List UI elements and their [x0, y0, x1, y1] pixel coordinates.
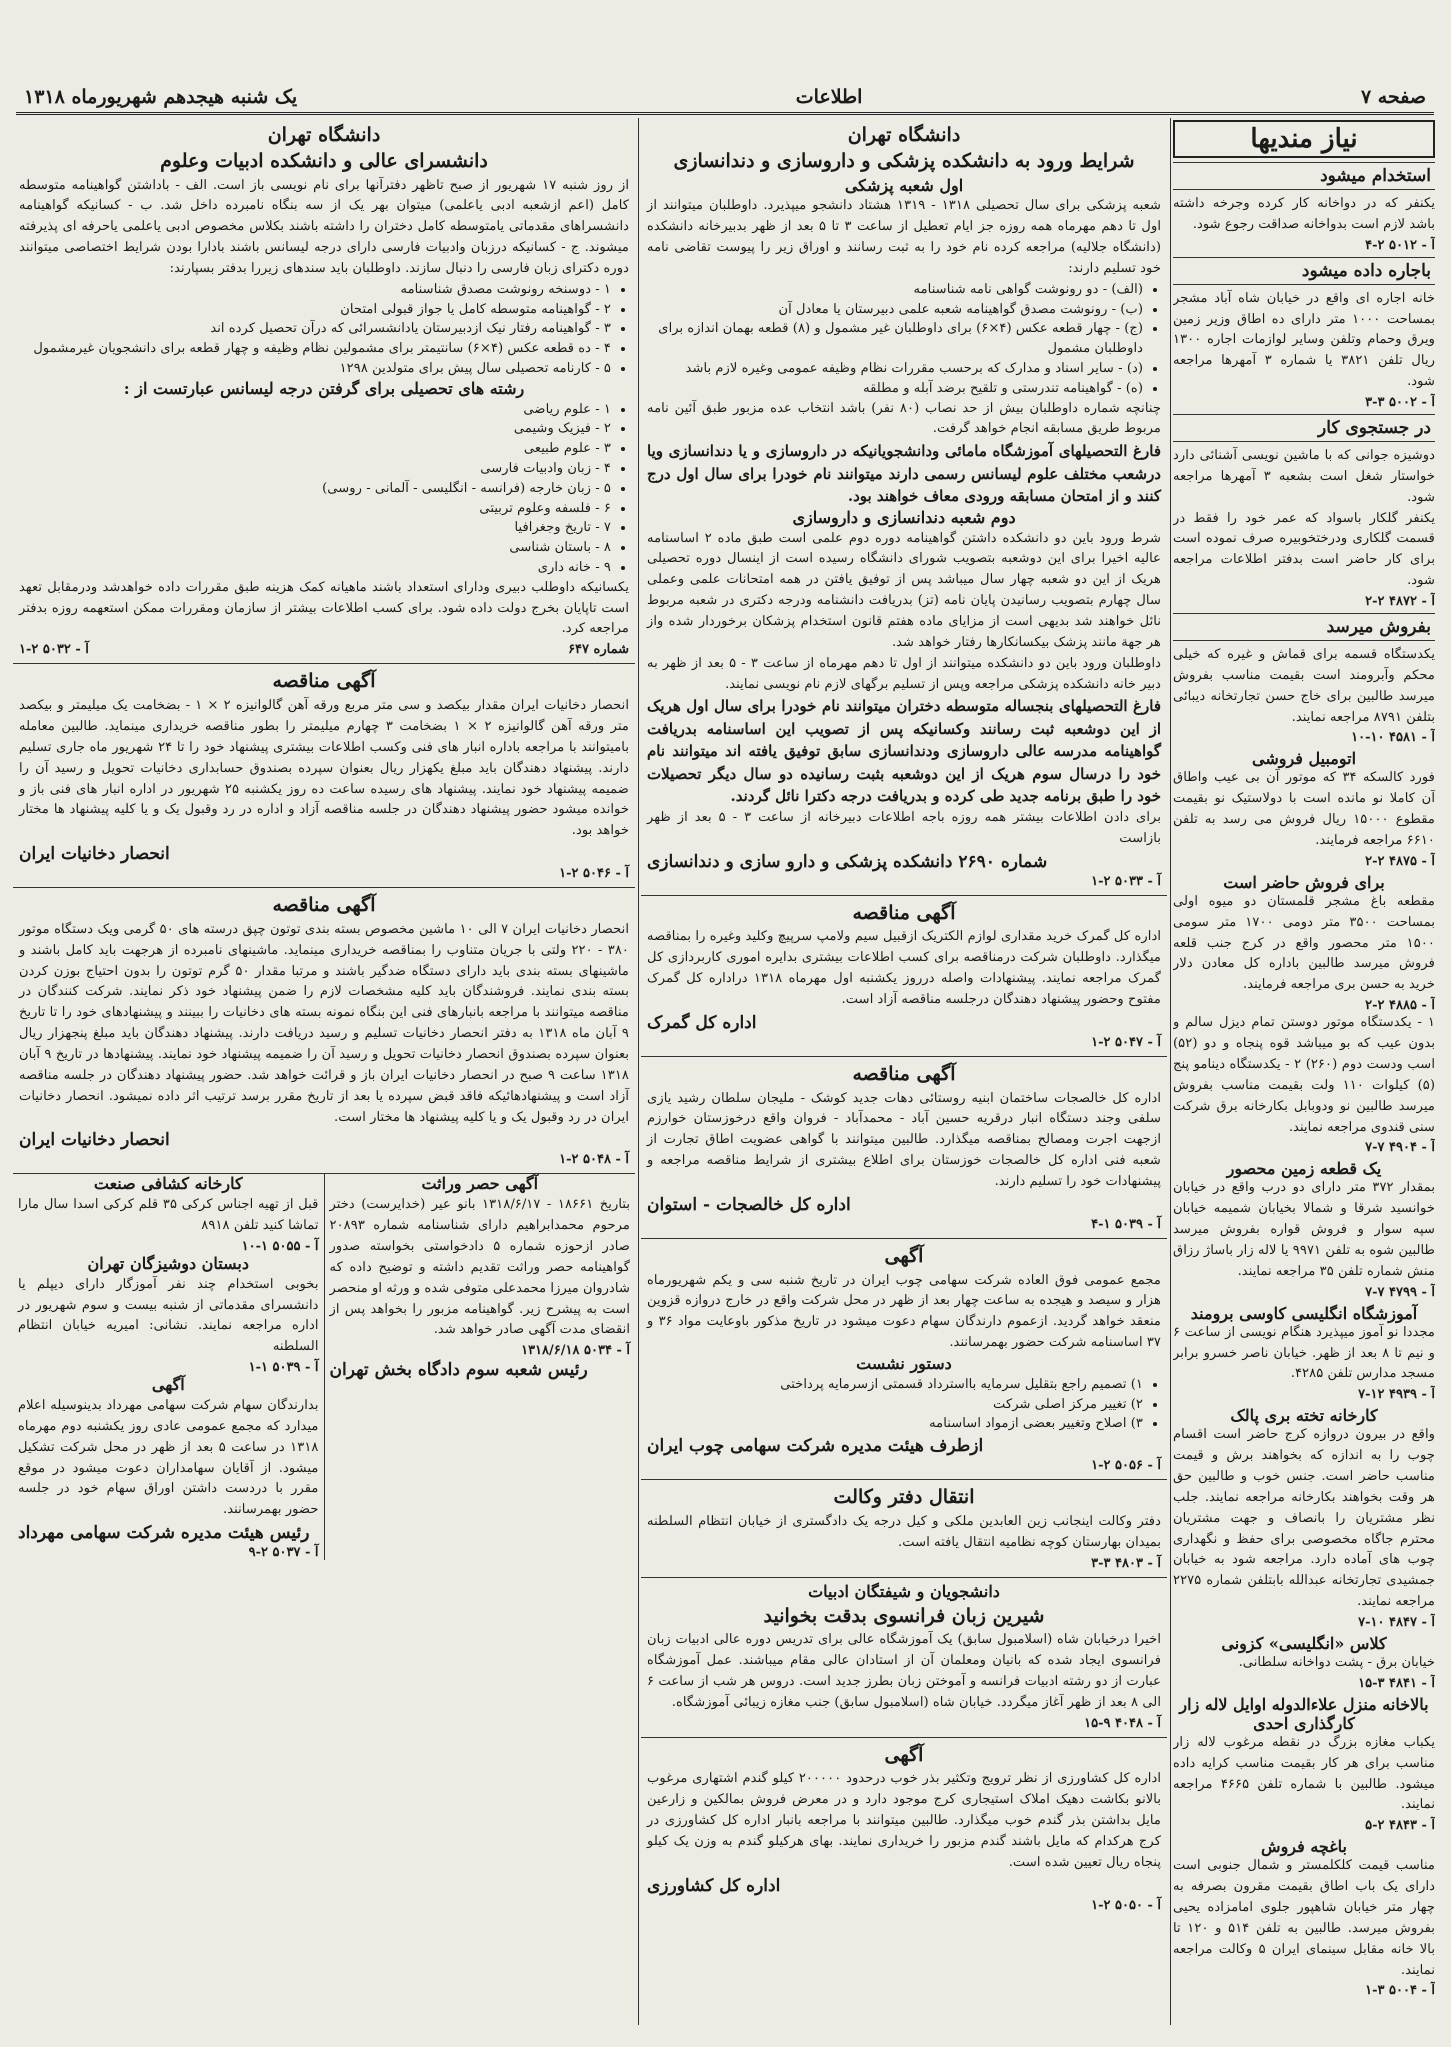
notice-inheritance	[325, 1174, 636, 1560]
notice-heading: دانشگاه تهران	[267, 124, 381, 146]
ad-heading: آموزشگاه انگلیسی کاوسی برومند	[1190, 1303, 1418, 1323]
notice-subheading: دانشجویان و شیفتگان ادبیات	[808, 1581, 1000, 1601]
ad-code: آ - ۵۰۴۸ ۲-۱	[559, 1152, 629, 1168]
notice-heading: شرایط ورود به دانشکده پزشکی و داروسازی و دندانسازی	[673, 149, 1135, 172]
ad-code: آ - ۵۰۳۳ ۲-۱	[1091, 873, 1161, 889]
notice-paragraph: دفتر وکالت اینجانب زین العابدین ملکی و کیل درجه یک دادگستری از خیابان انتظام السلطنه بمیدان بهارستان کوچه نظامیه انتقال یافته است.	[647, 1513, 1161, 1550]
notice-signature: انحصار دخانیات ایران	[19, 844, 170, 865]
notice-signature: شماره ۲۶۹۰ دانشکده پزشکی و دارو سازی و دندانسازی	[647, 851, 1048, 872]
notice-signature: اداره کل کشاورزی	[647, 1875, 781, 1896]
notice-paragraph: قبل از تهیه اجناس کرکی ۳۵ قلم کرکی اسدا سال مارا تماشا کنید تلفن ۸۹۱۸	[18, 1197, 319, 1234]
ad-code: آ - ۴۸۷۵ ۲-۲	[1365, 853, 1435, 869]
ad-code: شماره ۶۴۷ آ - ۵۰۳۲ ۲-۱	[19, 642, 629, 658]
classified-ad: فورد کالسکه ۳۴ که موتور آن بی عیب واطاق آن کاملا نو مانده است با دولاستیک نو بقیمت مقطوع ۱۵۰۰۰ ریال فروش می رسد به تلفن ۶۶۱۰ مراجعه فرمایند.	[1173, 770, 1435, 849]
list-item: • ۵ - کارنامه تحصیلی سال پیش برای متولدین ۱۲۹۸	[19, 359, 611, 379]
notice-misc-ads	[13, 1174, 325, 1560]
notice-paragraph: شعبه پزشکی برای سال تحصیلی ۱۳۱۸ - ۱۳۱۹ هشتاد دانشجو میپذیرد. داوطلبان میتوانند از اول تا دهم مهرماه همه روزه جز ایام تعطیل از ساعت ۳ تا ۵ بعد از ظهر بدبیرخانه دانشکده (دانشگاه جلالیه) مراجعه کرده نام خود را به ثبت رسانند و اوراق زیر را پیوست تقاضی نامه خود تسلیم دارند:	[647, 198, 1162, 276]
ad-heading: برای فروش حاضر است	[1223, 872, 1385, 892]
list-item: • ۳) اصلاح وتغییر بعضی ازمواد اساسنامه	[647, 1414, 1143, 1434]
category-job-seeking: در جستجوی کار	[1173, 414, 1435, 442]
notice-subheading: دوم شعبه دندانسازی و داروسازی	[792, 507, 1016, 527]
notice-paragraph: بدارندگان سهام شرکت سهامی مهرداد بدینوسیله اعلام میدارد که مجمع عمومی عادی روز یکشنبه دوم مهرماه ۱۳۱۸ در ساعت ۵ بعد از ظهر در محل شرکت تشکیل میشود. از آقایان سهامداران دعوت میشود در موقع مقرر با دردست داشتن اوراق سهام خود در جلسه حضور بهمرسانند.	[18, 1397, 319, 1518]
list-item: • ۴ - ده قطعه عکس (۴×۶) سانتیمتر برای مشمولین نظام وظیفه و چهار قطعه برای دانشجویان غیرمشمول	[19, 339, 611, 359]
notice-signature: رئیس هیئت مدیره شرکت سهامی مهرداد	[18, 1523, 310, 1544]
notice-tobacco-tender	[13, 888, 635, 1174]
notice-office-move	[641, 1480, 1167, 1577]
ad-code: آ - ۵۰۴۶ ۲-۱	[559, 866, 629, 882]
notice-wood-company	[641, 1239, 1167, 1480]
list-item: • (ه) - گواهینامه تندرستی و تلقیح برضد آبله و مطلقه	[647, 379, 1143, 399]
notice-agriculture	[641, 1738, 1167, 1919]
notice-subheading: دستور نشست	[856, 1354, 952, 1374]
ad-code: آ - ۵۰۵۵ ۱-۱۰	[241, 1238, 319, 1254]
notice-heading: دانشسرای عالی و دانشکده ادبیات وعلوم	[160, 149, 488, 172]
ad-code: آ - ۵۰۴۷ ۲-۱	[1091, 1034, 1161, 1050]
notice-signature: ازطرف هیئت مدیره شرکت سهامی چوب ایران	[647, 1436, 984, 1457]
notice-paragraph: اداره کل خالصجات ساختمان ابنیه روستائی دهات جدید کوشک - ملیجان سلطان رشید یازی سلفی وجند دستگاه انبار درقریه حسین آباد - محمدآباد - فروان واقع درخوزستان خوارزم ازجهت اجرت ومصالح بمناقصه میگذارد. طالبین میتوانند با گواهی عضویت اطاق تجارت از شعبه فنی اداره کل خالصجات خوزستان برای اطلاع بیشتری از شرایط مناقصه مراجعه و پیشنهادات خود را تسلیم دارند.	[647, 1090, 1161, 1189]
ad-code: آ - ۴۸۸۵ ۲-۲	[1365, 998, 1435, 1014]
notice-paragraph: مجمع عمومی فوق العاده شرکت سهامی چوب ایران در تاریخ شنبه سی و یکم شهریورماه هزار و سیصد و هیجده به ساعت چهار بعد از ظهر در محل شرکت واقع در خارج دروازه قزوین منعقد خواهد گردید. ازعموم دارندگان سهام دعوت میشود در تاریخ مذکور باوعایت مواد ۳۶ و ۳۷ اساسنامه شرکت حضور بهمرسانند.	[647, 1272, 1161, 1351]
classifieds-title: نیاز مندیها	[1173, 120, 1435, 158]
notice-customs-tender	[641, 896, 1167, 1057]
ad-code: آ - ۴۵۸۱ ۱۰-۱۰	[1351, 730, 1435, 746]
ad-code: آ - ۵۰۳۹ ۱-۴	[1091, 1216, 1161, 1232]
notice-heading: انتقال دفتر وکالت	[833, 1486, 975, 1509]
list-item: • (ج) - چهار قطعه عکس (۴×۶) برای داوطلبان غیر مشمول و (۸) قطعه بهمان اندازه برای داوطلبان مشمول	[647, 319, 1143, 359]
notice-subheading: اول شعبه پزشکی	[844, 175, 964, 195]
list-item: • ۳ - گواهینامه رفتار نیک ازدبیرستان یادانشسرائی که درآن تحصیل کرده اند	[19, 319, 611, 339]
list-item: • ۱ - دوسنخه رونوشت مصدق شناسنامه	[19, 280, 611, 300]
list-item: • ۲ - گواهینامه متوسطه کامل یا جواز قبولی امتحان	[19, 300, 611, 320]
notice-paragraph: چنانچه شماره داوطلبان بیش از حد نصاب (۸۰ نفر) باشد انتخاب عده مزبور طبق آئین نامه مربوط طریق مسابقه انجام خواهد گرفت.	[647, 400, 1161, 437]
ad-code: آ - ۴۸۴۱ ۳-۱۵	[1358, 1675, 1435, 1691]
list-item: • (د) - سایر اسناد و مدارک که برحسب مقررات نظام وظیفه عمومی وغیره لازم باشد	[647, 359, 1143, 379]
notice-iron-tender	[13, 664, 635, 888]
column-divider	[1170, 118, 1171, 2025]
ad-code: آ - ۵۰۵۶ ۲-۱	[1091, 1458, 1161, 1474]
middle-column	[641, 118, 1167, 2025]
notice-heading: آگهی	[884, 1743, 924, 1766]
notice-heading: شیرین زبان فرانسوی بدقت بخوانید	[763, 1604, 1045, 1627]
ad-code: آ - ۴۸۴۷ ۱۰-۷	[1358, 1614, 1435, 1630]
classified-ad: مجددا نو آموز میپذیرد هنگام نویسی از ساعت ۶ و نیم تا ۸ بعد از ظهر. خیابان ناصر خسرو برابر مسجد مدارس تلفن ۴۲۸۵.	[1173, 1324, 1435, 1382]
ad-heading: بالاخانه منزل علاءالدوله اوایل لاله زار کارگذاری احدی	[1179, 1694, 1429, 1733]
classified-ad: یکنفر که در دواخانه کار کرده وجرخه داشته باشد لازم است بدواخانه صداقت رجوع شود.	[1173, 196, 1435, 232]
notice-paragraph: اداره کل گمرک خرید مقداری لوازم الکتریک ازقبیل سیم ولامپ سرپیچ وکلید وغیره را بمناقصه میگذارد. داوطلبان شرکت درمناقصه برای کسب اطلاعات بیشتری بدایره اموری کاربردازی کل گمرک مراجعه نمایند. پیشنهادات واصله درروز یکشنبه اول مهرماه ۱۳۱۸ دراداره کل گمرک مفتوح وحضور پیشنهاد دهندگان درجلسه مناقصه آزاد است.	[647, 929, 1161, 1007]
notice-paragraph: از روز شنبه ۱۷ شهریور از صبح تاظهر دفترآنها برای نام نویسی باز است. الف - باداشتن گواهینامه متوسطه کامل (اعم ازشعبه ادبی یاعلمی) میتوان بهر یک از سه بنگاه نامبرده داخل شد. ب - کسانیکه گواهینامه دانشسراهای مقدماتی یامتوسطه کامل دختران را داشته باشند بکلاس مخصوص ادبی یاعلمی یاحرفه ای پذیرفته میشوند. ج - کسانیکه درزبان وادبیات فارسی دارای درجه لیسانس باشند بادارا بودن شرایط اختصاصی میتوانند دوره دکترای زبان فارسی را دنبال سازند. داوطلبان باید سندهای زیررا بدفتر بسپارند:	[19, 177, 630, 276]
list-item: • ۱) تصمیم راجع بتقلیل سرمایه بااسترداد قسمتی ازسرمایه پرداختی	[647, 1375, 1143, 1395]
list-item: • ۳ - علوم طبیعی	[19, 439, 611, 459]
ad-code: آ - ۵۰۳۹ ۱-۱	[248, 1360, 319, 1376]
notice-paragraph: انحصار دخانیات ایران مقدار بیکصد و سی متر مربع ورقه آهن گالوانیزه ۲ × ۱ - بضخامت یک میلیمتر و بیکصد متر ورقه آهن گالوانیزه ۲ × ۱ بضخامت ۳ چهارم میلیمتر را بطور مناقصه خریداری مینماید. طالبین معامله بامیتوانند با مراجعه باداره انبار های فنی وکسب اطلاعات بیشتری پیشنهاد خود را تا ۲۴ شهریور ماه جاری تسلیم دارند. پیشنهاد دهندگان باید مبلغ یکهزار ریال بعنوان سپرده بصندوق حسابداری دخانیات تحویل و رسید آن را ضمیمه پیشنهاد خود نمایند. پیشنهاد های رسیده ساعت ده روز یکشنبه ۲۵ شهریور در اداره انبار های فنی باز و خوانده میشود حضور پیشنهاد دهندگان در جلسه مناقصه آزاد و اداره در رد وقبول یک و یا کلیه پیشنهاد ها مختار خواهد بود.	[19, 698, 629, 839]
notice-paragraph: بتاریخ ۱۸۶۶۱ - ۱۳۱۸/۶/۱۷ بانو عیر (خدایرست) دختر مرحوم محمدابراهیم دارای شناسنامه شماره ۲۰۸۹۳ صادر ازحوزه شماره ۵ دادخواستی بخواسته صدور گواهینامه حصر وراثت تقدیم داشته و توضیح داده که شادروان میرزا محمدعلی متوفی شده و ورثه او منحصر است به پیشرح زیر. گواهینامه مزبور را بخواهد پس از انقضای مدت آگهی صادر خواهد شد.	[329, 1197, 630, 1338]
category-rent: باجاره داده میشود	[1173, 257, 1435, 285]
list-item: • ۱ - علوم ریاضی	[19, 400, 611, 420]
list-item: • ۸ - باستان شناسی	[19, 538, 611, 558]
left-column	[13, 118, 635, 2025]
ad-code: آ - ۵۰۰۲ ۳-۳	[1365, 395, 1435, 411]
category-employment: استخدام میشود	[1173, 162, 1435, 190]
notice-paragraph: اخیرا درخیابان شاه (اسلامبول سابق) یک آموزشگاه عالی برای تدریس دوره عالی ادبیات زبان فرانسوی ایجاد شده که بانیان ومعلمان آن از استادان عالی مقام میباشند. عمل آموزشگاه عبارت از دو رشته ادبیات فرانسه و آموختن زبان بطرز جدید است. دروس هر شب از ساعت ۶ الی ۸ بعد از ظهر آغاز میگردد. خیابان شاه (اسلامبول سابق) جنب مغازه زیبائی آموزشگاه.	[647, 1632, 1161, 1710]
list-item: • ۹ - خانه داری	[19, 558, 611, 578]
notice-paragraph: انحصار دخانیات ایران ۷ الی ۱۰ ماشین مخصوص بسته بندی توتون چپق درسته های ۵۰ گرمی ویک دستگاه موتور ۳۸۰ - ۲۲۰ ولتی با جریان متناوب را بمناقصه خریداری مینماید. ماشینهای نامبرده از هرجهت باید کامل باشند و ماشینهای بسته بندی باید دارای دستگاه ضدگیر باشند و مرتبا مقدار ۵۰ گرم توتون را بدون احتیاج بوزن کردن بسته بندی نمایند. فروشندگان باید کلیه مشخصات لازم را ضمن پیشنهاد خود ذکر نمایند. شرکت کنندگان در مناقصه میتوانند با مراجعه بانبارهای فنی این بنگاه نمونه بسته های دخانیات را ببینند و پیشنهادهای خود را تا تاریخ ۹ آبان ماه ۱۳۱۸ به دفتر انحصار دخانیات تسلیم و رسید دریافت دارند. پیشنهاد دهندگان باید مبلغ پنجهزار ریال بعنوان سپرده بصندوق انحصار دخانیات تحویل و رسید آن را ضمیمه پیشنهاد خود نمایند. پیشنهادها در تاریخ ۹ آبان ۱۳۱۸ ساعت ۹ صبح در انحصار دخانیات ایران باز و قرائت خواهد شد. حضور پیشنهاد دهندگان در جلسه مناقصه آزاد است و پیشنهادهائیکه فاقد قبض سپرده یا بعد از تاریخ مقرر برسد ترتیب اثر داده نمیشود. انحصار دخانیات ایران در رد وقبول یک و یا کلیه پیشنهاد ها مختار است.	[19, 921, 629, 1125]
ad-code: آ - ۵۰۰۴ ۳-۱	[1365, 1983, 1435, 1999]
notice-heading: آگهی	[151, 1375, 185, 1395]
ad-code: آ - ۴۹۰۴ ۷-۷	[1365, 1140, 1435, 1156]
ad-heading: اتومبیل فروشی	[1251, 749, 1357, 769]
paper-name: اطلاعات	[795, 86, 863, 108]
list-item: • (ب) - رونوشت مصدق گواهینامه شعبه علمی دبیرستان یا معادل آن	[647, 300, 1143, 320]
list-item: • ۲ - فیزیک وشیمی	[19, 419, 611, 439]
notice-heading: آگهی مناقصه	[272, 670, 376, 693]
notice-heading: آگهی حصر وراثت	[421, 1174, 539, 1194]
documents-list	[19, 280, 629, 379]
notice-paragraph: یکسانیکه داوطلب دبیری ودارای استعداد باشند ماهیانه کمک هزینه طبق مقررات داده خواهدشد ودرمقابل تعهد است تاپایان بخرج دولت داده شود. برای کسب اطلاعات بیشتر از سازمان ومقررات ممکن استعهمه روزه بدفتر مراجعه کرد.	[19, 579, 629, 637]
notice-signature: اداره کل خالصجات - استوان	[647, 1194, 851, 1215]
notice-emphasis: فارغ التحصیلهای آموزشگاه مامائی ودانشجویانیکه در داروسازی و یا دندانسازی ویا درشعب مختلف علوم لیسانس رسمی دارند میتوانند نام خودرا برای سال اول درج کنند و از امتحان مسابقه ورودی معاف خواهند بود.	[647, 442, 1161, 506]
notice-heading: آگهی مناقصه	[852, 901, 956, 924]
masthead	[16, 82, 1434, 115]
ad-code: آ - ۵۰۵۰ ۲-۱	[1091, 1897, 1161, 1913]
ad-code: آ - ۵۰۳۴ ۱۳۱۸/۶/۱۸	[521, 1343, 630, 1359]
list-item: • ۶ - فلسفه وعلوم تربیتی	[19, 499, 611, 519]
agenda-list	[647, 1375, 1161, 1434]
ad-code: آ - ۴۹۳۹ ۱۲-۷	[1358, 1387, 1435, 1403]
classified-ad: مقطعه باغ مشجر قلمستان دو میوه اولی بمساحت ۳۵۰۰ متر دومی ۱۷۰۰ متر سومی ۱۵۰۰ متر محصور واقع در کرج جنب قلعه فروش میرسد طالبین باداره کل معادن دلار خرید به حسن بری مراجعه فرمایند.	[1173, 893, 1435, 993]
ad-heading: یک قطعه زمین محصور	[1226, 1159, 1382, 1179]
ad-code: آ - ۵۰۳۷ ۲-۹	[248, 1545, 319, 1561]
list-item: • (الف) - دو رونوشت گواهی نامه شناسنامه	[647, 280, 1143, 300]
classified-ad: بمقدار ۳۷۲ متر دارای دو درب واقع در خیابان خوانسید شرقا و شمالا بخیابان شمیمه خیابان سپه سوار و فروش قواره بفروش میرسد طالبین شوه به تلفن ۹۹۷۱ یا لاله زار باساژ رزاق منش شماره تلفن ۳۵ مراجعه نمایند.	[1173, 1180, 1435, 1279]
notice-signature: اداره کل گمرک	[647, 1012, 757, 1033]
category-for-sale: بفروش میرسد	[1173, 613, 1435, 641]
requirements-list	[647, 280, 1161, 399]
notice-heading: دبستان دوشیزگان تهران	[87, 1253, 249, 1273]
ad-heading: کلاس «انگلیسی» کزونی	[1221, 1633, 1387, 1653]
notice-paragraph: داوطلبان ورود باین دو دانشکده میتوانند از اول تا دهم مهرماه از ساعت ۳ - ۵ بعد از ظهر به دبیر خانه دانشکده پزشکی مراجعه وپس از تسلیم برگهای لازم نام نویسی نمایند.	[647, 655, 1161, 692]
classified-ad: یکنفر گلکار باسواد که عمر خود را فقط در قسمت گلکاری ودرختخوبیره صرف نموده است برای کار حاضر است بدفتر اطلاعات مراجعه شود.	[1173, 510, 1435, 589]
notice-paragraph: اداره کل کشاورزی از نظر ترویج وتکثیر بذر خوب درحدود ۲۰۰۰۰۰ کیلو گندم اشتهاری مرغوب بالانو بکاشت دهیک املاک استیجاری کرج موجود دارد و در معرض فروش بمالکین و زارعین مایل بداشتن بذر گندم خوب میگذارد. طالبین میتوانند با مراجعه بانبار اداره کل کشاورزی در کرج هرکدام که مایل باشند گندم مزبور را خریداری نمایند. بهای هرکیلو گندم به وزن یک کیلو پنجاه ریال تعیین شده است.	[647, 1771, 1161, 1870]
page-number: صفحه ۷	[1360, 86, 1426, 108]
classified-ad: خیابان برق - پشت دواخانه سلطانی.	[1238, 1654, 1435, 1670]
classifieds-column	[1173, 118, 1435, 2025]
classified-ad: واقع در بیرون دروازه کرج حاضر است اقسام چوب را به اندازه که بخواهند برش و قیمت مناسب حاضر است. جنس خوب و طالبین حق هر وقت بخواهند بکارخانه مراجعه نمایند. جلب نظر مشتریان را بانصاف و جهت مشتریان محترم جاگاه مخصوصی برای حفظ و نگهداری چوب های آماده دارد. مراجعه شود به خیابان جمشیدی تجارتخانه عبدالله بابتلفن شماره ۲۲۷۵ مراجعه نمایند.	[1173, 1427, 1435, 1610]
notice-estates-tender	[641, 1057, 1167, 1239]
classified-ad: مناسب قیمت کلکلمستر و شمال جنوبی است دارای یک باب اطاق بقیمت مقرون بصرفه به چهار متر خیابان شاهپور جلوی امامزاده یحیی بفروش میرسد. طالبین به تلفن ۵۱۴ و ۱۲۰ تا بالا خانه مقابل سینمای ایران ۵ وکالت مراجعه نمایند.	[1173, 1858, 1435, 1978]
notice-heading: آگهی مناقصه	[852, 1062, 956, 1085]
ad-code: آ - ۵۰۱۲ ۲-۴	[1365, 237, 1435, 253]
list-item: • ۴ - زبان وادبیات فارسی	[19, 459, 611, 479]
notice-paragraph: برای دادن اطلاعات بیشتر همه روزه باجه اطلاعات دبیرخانه از ساعت ۳ - ۵ بعد از ظهر بازاست	[647, 809, 1161, 846]
ad-heading: کارخانه تخته بری پالک	[1230, 1406, 1378, 1426]
classified-ad: یکدستگاه قسمه برای قماش و غیره که خیلی محکم وآبرومند است بقیمت مناسب بفروش میرسد طالبین برای خاج حسن تجارتخانه دیبائی بتلفن ۸۷۹۱ مراجعه نمایند.	[1173, 647, 1435, 725]
notice-medical-school	[641, 118, 1167, 896]
list-item: • ۵ - زبان خارجه (فرانسه - انگلیسی - آلمانی - روسی)	[19, 479, 611, 499]
notice-signature: انحصار دخانیات ایران	[19, 1130, 170, 1151]
list-item: • ۷ - تاریخ وجغرافیا	[19, 518, 611, 538]
notice-french-school	[641, 1578, 1167, 1738]
notice-subheading: رشته های تحصیلی برای گرفتن درجه لیسانس عبارتست از :	[123, 378, 525, 398]
notice-heading: آگهی	[884, 1244, 924, 1267]
ad-code: آ - ۴۷۹۹ ۷-۷	[1365, 1284, 1435, 1300]
classified-ad: دوشیزه جوانی که با ماشین نویسی آشنائی دارد خواستار شغل است بشعبه ۳ آمهرها مراجعه شود.	[1173, 448, 1435, 505]
ad-heading: باغچه فروش	[1261, 1837, 1347, 1857]
ad-code: آ - ۴۸۰۳ ۳-۳	[1091, 1555, 1161, 1571]
classified-ad: خانه اجاره ای واقع در خیابان شاه آباد مشجر بمساحت ۱۰۰۰ متر دارای ده اطاق وزیر زمین ویرق وحمام وتلفن وسایر لوازمات اجاره ۱۳۰۰ ریال تلفن ۳۸۲۱ یا شماره ۳ آمهرها مراجعه شود.	[1173, 290, 1435, 390]
list-item: • ۲) تغییر مرکز اصلی شرکت	[647, 1395, 1143, 1415]
notice-heading: کارخانه کشافی صنعت	[93, 1174, 243, 1194]
notice-heading: دانشگاه تهران	[847, 124, 961, 146]
notice-emphasis: فارغ التحصیلهای بنجساله متوسطه دختران میتوانند نام خودرا برای سال اول هریک از این دوشعبه ثبت رسانند وکسانیکه پس از تصویب این اساسنامه بدریافت گواهینامه مدرسه عالی داروسازی ودندانسازی سابق توفیق یافته اند میتوانند نام خود را درسال سوم هریک از این دوشعبه بثبت رسانیده دو سال دیگر تحصیلات خود را طبق برنامه جدید طی کرده و بدریافت درجه دکترا نائل گردند.	[647, 697, 1161, 806]
classified-ad: ۱ - یکدستگاه موتور دوستن تمام دیزل سالم و بدون عیب که بو میباشد قوه پنجاه و دو (۵۲) اسب ودست دوم (۲۶۰) ۲ - یکدستگاه دینامو پنج (۵) کیلوات ۱۱۰ ولت بقیمت مناسب بفروش میرسد طالبین نو ودوبابل بکارخانه برق شرکت سنی قندوی مراجعه نمایند.	[1173, 1015, 1435, 1135]
ad-code: آ - ۴۰۴۸ ۹-۱۵	[1084, 1715, 1161, 1731]
issue-date: یک شنبه هیجدهم شهریورماه ۱۳۱۸	[24, 86, 298, 108]
notice-signature: رئیس شعبه سوم دادگاه بخش تهران	[329, 1360, 588, 1381]
classified-ad: یکباب مغازه بزرگ در نقطه مرغوب لاله زار مناسب برای هر کار بقیمت مناسب کرایه داده میشود. طالبین با شماره تلفن ۴۶۶۵ مراجعه نمایند.	[1173, 1734, 1435, 1813]
bottom-split	[13, 1174, 635, 1560]
ad-code: آ - ۴۸۴۳ ۲-۵	[1365, 1818, 1435, 1834]
notice-paragraph: بخوبی استخدام چند نفر آموزگار دارای دیپلم یا دانشسرای مقدماتی از شنبه بیست و سوم شهریور در اداره مراجعه نمایند. نشانی: امیریه خیابان انتظام السلطنه	[18, 1276, 319, 1355]
notice-paragraph: شرط ورود باین دو دانشکده داشتن گواهینامه دوره دوم علمی است طبق ماده ۲ اساسنامه عالیه اخیرا برای این دوشعبه بتصویب شورای دانشگاه رسیده است از اینسال دوره تحصیلی هریک از این دو شعبه چهار سال میباشد پس از توفیق یافتن در همه امتحانات علمی وعملی سال چهارم بتصویب رسانیدن پایان نامه (تز) بدریافت دانشنامه ودرجه دکتری در شعبه مربوط نائل خواهند شد بدیهی است از مزایای ماده هفتم قانون استخدام پزشکان برخوردار شده واز هر جهة مانند پزشک بیکسانکارها رفتار خواهد شد.	[647, 530, 1162, 650]
ad-code: آ - ۴۸۷۲ ۲-۲	[1365, 594, 1435, 610]
notice-teachers-college	[13, 118, 635, 664]
column-divider	[638, 118, 639, 2025]
fields-list	[19, 400, 629, 578]
notice-heading: آگهی مناقصه	[272, 894, 376, 917]
